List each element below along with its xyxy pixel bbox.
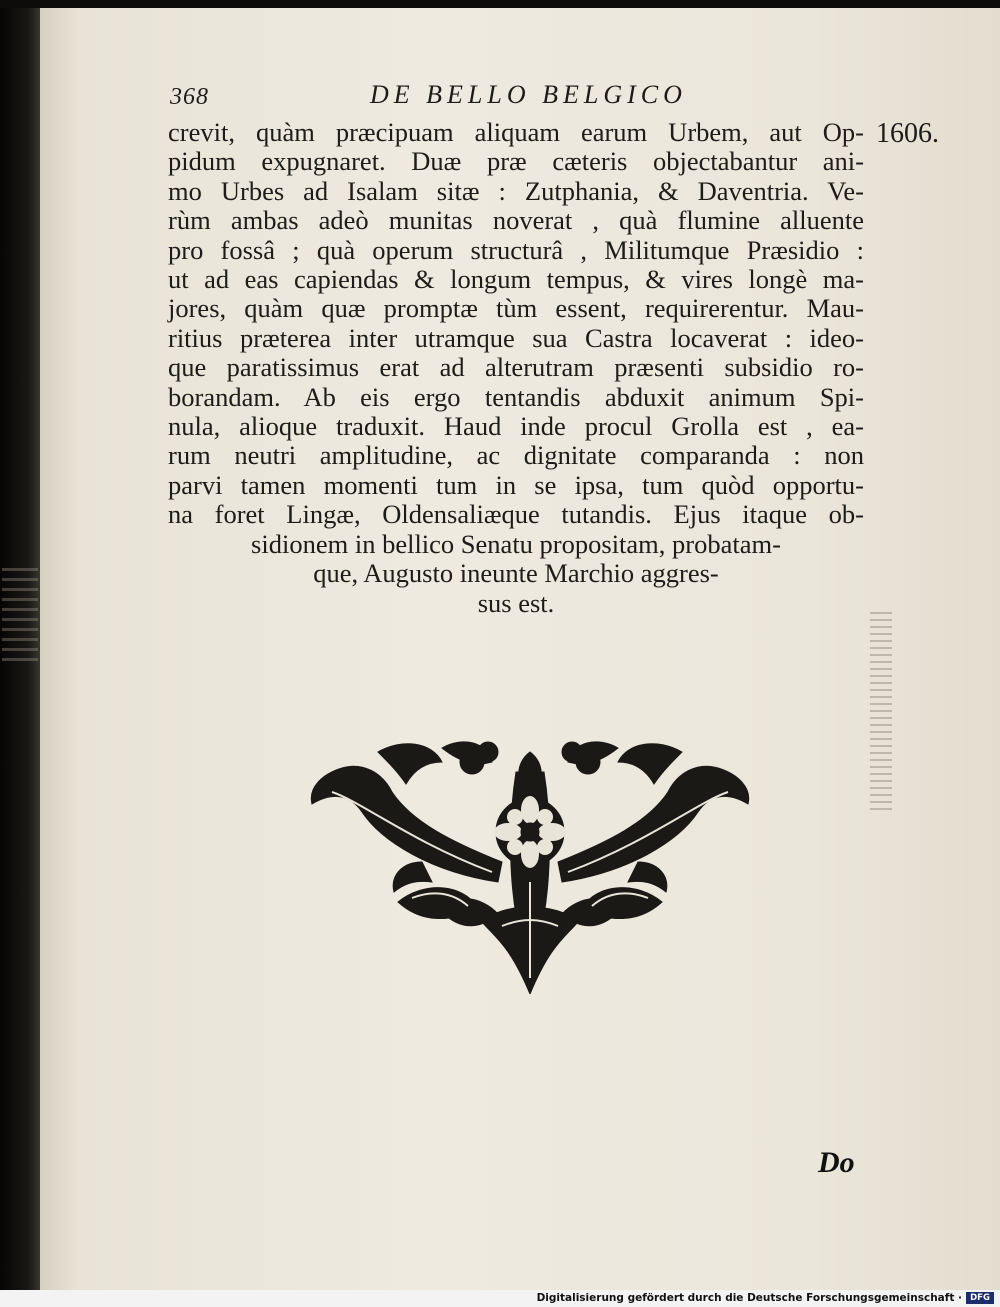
text-line-final: sus est. [477,587,555,618]
margin-year: 1606. [876,118,939,149]
text-line: rum neutri amplitudine, ac dignitate comparanda : non [168,440,864,471]
catchword: Do [818,1146,855,1179]
text-line: ut ad eas capiendas & longum tempus, & vires longè ma- [168,264,864,295]
text-line: rùm ambas adeò munitas noverat , quà flumine alluente [168,205,864,236]
page-number: 368 [170,84,209,110]
text-line: pidum expugnaret. Duæ præ cæteris objectabantur ani- [168,146,864,177]
show-through-strip [870,612,892,812]
left-book-gutter [0,8,40,1290]
body-text [168,118,864,618]
text-line: ritius præterea inter utramque sua Castra locaverat : ideo- [168,322,864,353]
text-line: pro fossâ ; quà operum structurâ , Militumque Præsidio : [168,234,864,265]
text-line: jores, quàm quæ promptæ tùm essent, requirerentur. Mau- [168,293,864,324]
adjacent-page-bleed [2,568,38,668]
text-line: borandam. Ab eis ergo tentandis abduxit animum Spi- [168,381,864,412]
floral-tailpiece-ornament [302,732,758,994]
running-title: DE BELLO BELGICO [370,80,687,109]
text-line: na foret Lingæ, Oldensaliæque tutandis. Ejus itaque ob- [168,499,864,530]
digitization-footer [0,1290,1000,1307]
text-line: mo Urbes ad Isalam sitæ : Zutphania, & Daventria. Ve- [168,175,864,206]
footer-credit-text: Digitalisierung gefördert durch die Deutsche Forschungsgemeinschaft · [536,1292,962,1304]
dfg-logo: DFG [966,1292,994,1304]
text-line: que, Augusto ineunte Marchio aggres- [313,558,719,589]
running-header [170,80,690,118]
text-line: crevit, quàm præcipuam aliquam earum Urbem, aut Op- [168,117,864,147]
text-line: sidionem in bellico Senatu propositam, probatam- [251,528,781,559]
text-line: nula, alioque traduxit. Haud inde procul Grolla est , ea- [168,411,864,442]
text-line: parvi tamen momenti tum in se ipsa, tum quòd opportu- [168,469,864,500]
text-line: que paratissimus erat ad alterutram præsenti subsidio ro- [168,352,864,383]
